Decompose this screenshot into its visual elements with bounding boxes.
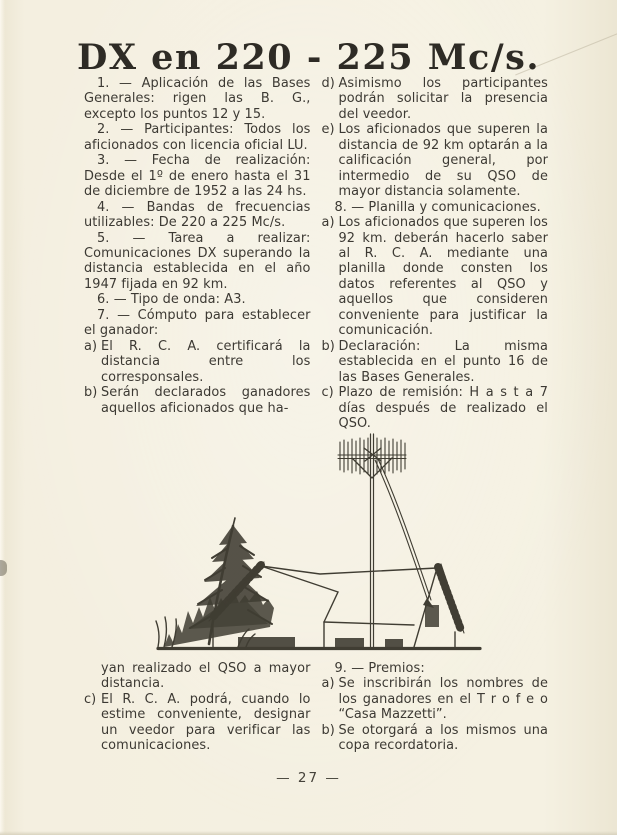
paragraph: [322, 723, 549, 754]
paragraph-text: 2. — Participantes: Todos los aficionados con licencia oficial LU.: [84, 122, 311, 153]
page-number: — 27 —: [276, 770, 341, 786]
paragraph: [84, 339, 311, 385]
paragraph: [84, 385, 311, 416]
list-marker: b): [321, 338, 335, 354]
list-marker: b): [321, 722, 335, 738]
paragraph-text: Se inscribirán los nombres de los ganadores en el T r o f e o “Casa Mazzetti”.: [338, 676, 548, 723]
paragraph-text: Declaración: La misma establecida en el punto 16 de las Bases Generales.: [338, 338, 548, 385]
paragraph: [322, 215, 549, 339]
paragraph: [84, 231, 311, 293]
paragraph-text: Los aficionados que superen la distancia de 92 km optarán a la calificación general, por intermedio de su QSO de mayor distancia solamente.: [338, 122, 548, 200]
paragraph: [84, 76, 311, 122]
paragraph-text: El R. C. A. podrá, cuando lo estime conveniente, designar un veedor para verificar las comunicaciones.: [101, 691, 311, 754]
paragraph: [84, 661, 311, 692]
column-top-left: [84, 76, 311, 431]
paragraph: [84, 122, 311, 153]
paragraph-text: 5. — Tarea a realizar: Comunicaciones DX superando la distancia establecida en el año 1947 fijada en 92 km.: [84, 230, 311, 292]
paragraph: [84, 692, 311, 754]
list-marker: c): [321, 385, 334, 401]
paragraph-text: 1. — Aplicación de las Bases Generales: rigen las B. G., excepto los puntos 12 y 15.: [84, 76, 311, 122]
antenna-feedline: [375, 459, 434, 608]
paragraph-text: Serán declarados ganadores aquellos aficionados que ha-: [101, 385, 311, 416]
scan-smudge: [0, 560, 7, 576]
paragraph-text: 6. — Tipo de onda: A3.: [97, 292, 246, 308]
paragraph: [322, 339, 549, 385]
page-bottom-edge: [0, 831, 617, 835]
paragraph: [84, 292, 311, 307]
list-marker: a): [84, 338, 98, 354]
list-marker: a): [321, 215, 335, 231]
paragraph: [322, 76, 549, 122]
paragraph: [322, 122, 549, 199]
paragraph-text: El R. C. A. certificará la distancia entre los corresponsales.: [101, 338, 311, 385]
paragraph-text: 9. — Premios:: [334, 661, 425, 676]
paragraph: [322, 676, 549, 722]
column-bottom-left: [84, 661, 311, 754]
list-marker: d): [321, 76, 335, 91]
page-title: DX en 220 - 225 Mc/s.: [76, 37, 541, 79]
paragraph: [84, 153, 311, 199]
house-antenna-illustration: [88, 428, 508, 660]
paragraph: [84, 308, 311, 339]
top-columns: [84, 76, 548, 431]
paragraph-text: 4. — Bandas de frecuencias utilizables: De 220 a 225 Mc/s.: [84, 199, 311, 231]
paragraph-text: yan realizado el QSO a mayor distancia.: [101, 661, 311, 692]
page-left-edge: [0, 0, 5, 835]
column-bottom-right: [322, 661, 549, 754]
antenna-array: [338, 438, 406, 478]
paragraph: [322, 200, 549, 215]
list-marker: c): [84, 691, 97, 707]
paragraph-text: 3. — Fecha de realización: Desde el 1º de enero hasta el 31 de diciembre de 1952 a las 24 hs.: [84, 153, 311, 200]
paragraph-text: Se otorgará a los mismos una copa recordatoria.: [338, 722, 548, 754]
list-marker: a): [321, 676, 335, 692]
paragraph-text: 8. — Planilla y comunicaciones.: [334, 199, 541, 215]
paragraph-text: Plazo de remisión: H a s t a 7 días después de realizado el QSO.: [338, 385, 548, 431]
paragraph-text: Asimismo los participantes podrán solicitar la presencia del veedor.: [338, 76, 548, 122]
column-top-right: [322, 76, 549, 431]
paragraph: [322, 385, 549, 431]
paragraph-text: 7. — Cómputo para establecer el ganador:: [84, 307, 311, 339]
list-marker: b): [84, 385, 98, 401]
paragraph: [84, 200, 311, 231]
antenna-mast: [371, 434, 374, 647]
paragraph: [322, 661, 549, 676]
paragraph-text: Los aficionados que superen los 92 km. deberán hacerlo saber al R. C. A. mediante una planilla donde consten los datos referentes al QSO y aquellos que consideren conveniente para justificar la comunicación.: [338, 215, 548, 339]
list-marker: e): [321, 122, 335, 138]
bottom-columns: [84, 661, 548, 754]
